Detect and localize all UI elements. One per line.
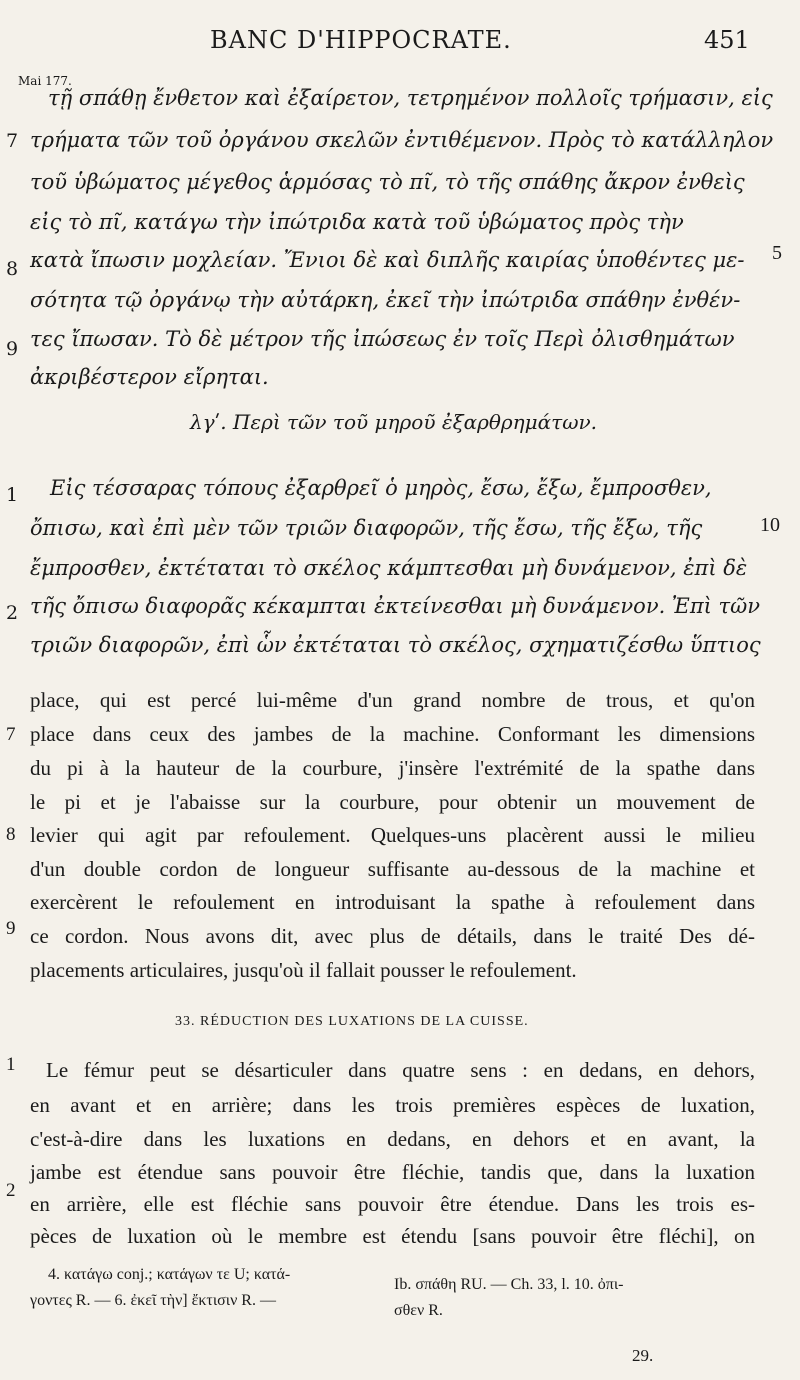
line-number: 2 xyxy=(6,1180,16,1201)
french-line: place dans ceux des jambes de la machine. Conformant les dimensions xyxy=(30,722,755,746)
french-line: c'est-à-dire dans les luxations en dedans, en dehors et en avant, la xyxy=(30,1127,755,1151)
greek-line: ἔμπροσθεν, ἐκτέταται τὸ σκέλος κάμπτεσθαι μὴ δυνάμενον, ἐπὶ δὲ xyxy=(30,556,748,580)
footnote-line: Ib. σπάθη RU. — Ch. 33, l. 10. ὀπι- xyxy=(394,1276,624,1293)
margin-date-note: Mai 177. xyxy=(18,74,72,88)
line-number: 2 xyxy=(6,602,19,624)
french-line: Le fémur peut se désarticuler dans quatre sens : en dedans, en dehors, xyxy=(46,1058,755,1082)
greek-line: Εἰς τέσσαρας τόπους ἐξαρθρεῖ ὁ μηρὸς, ἔσω, ἔξω, ἔμπροσθεν, xyxy=(50,476,712,500)
french-line: exercèrent le refoulement en introduisant la spathe à refoulement dans xyxy=(30,890,755,914)
running-header xyxy=(0,26,800,58)
french-section-heading: 33. RÉDUCTION DES LUXATIONS DE LA CUISSE. xyxy=(175,1014,529,1029)
french-line: place, qui est percé lui-même d'un grand nombre de trous, et qu'on xyxy=(30,688,755,712)
greek-line: σότητα τῷ ὀργάνῳ τὴν αὐτάρκη, ἐκεῖ τὴν ἰπώτριδα σπάθην ἐνθέν- xyxy=(30,288,741,312)
line-count-number: 5 xyxy=(772,242,782,264)
french-line: d'un double cordon de longueur suffisante au-dessous de la machine et xyxy=(30,857,755,881)
greek-line: ὄπισω, καὶ ἐπὶ μὲν τῶν τριῶν διαφορῶν, τῆς ἔσω, τῆς ἔξω, τῆς xyxy=(30,516,703,540)
french-line: ce cordon. Nous avons dit, avec plus de détails, dans le traité Des dé- xyxy=(30,924,755,948)
page-number: 451 xyxy=(704,26,750,54)
french-line: en arrière, elle est fléchie sans pouvoir être étendue. Dans les trois es- xyxy=(30,1192,755,1216)
footnote-line: γοντες R. — 6. ἐκεῖ τὴν] ἔκτισιν R. — xyxy=(30,1292,276,1309)
greek-line: τρήματα τῶν τοῦ ὀργάνου σκελῶν ἐντιθέμενον. Πρὸς τὸ κατάλληλον xyxy=(30,128,774,152)
french-line: du pi à la hauteur de la courbure, j'insère l'extrémité de la spathe dans xyxy=(30,756,755,780)
greek-line: τριῶν διαφορῶν, ἐπὶ ὧν ἐκτέταται τὸ σκέλος, σχηματιζέσθω ὕπτιος xyxy=(30,633,761,657)
footnote-line: σθεν R. xyxy=(394,1302,443,1319)
line-number: 7 xyxy=(6,724,16,745)
greek-line: ἀκριβέστερον εἴρηται. xyxy=(30,365,269,389)
line-number: 1 xyxy=(6,484,19,506)
signature-folio: 29. xyxy=(632,1346,654,1365)
greek-line: τῆς ὄπισω διαφορᾶς κέκαμπται ἐκτείνεσθαι μὴ δυνάμενον. Ἐπὶ τῶν xyxy=(30,594,761,618)
french-line: levier qui agit par refoulement. Quelques-uns placèrent aussi le milieu xyxy=(30,823,755,847)
greek-section-heading: λγʹ. Περὶ τῶν τοῦ μηροῦ ἐξαρθρημάτων. xyxy=(190,410,598,434)
line-number: 9 xyxy=(6,918,16,939)
line-number: 8 xyxy=(6,824,16,845)
line-count-number: 10 xyxy=(760,514,780,536)
greek-line: τες ἴπωσαν. Τὸ δὲ μέτρον τῆς ἰπώσεως ἐν τοῖς Περὶ ὀλισθημάτων xyxy=(30,327,735,351)
running-title: BANC D'HIPPOCRATE. xyxy=(210,26,512,54)
line-number: 7 xyxy=(6,130,19,152)
french-line: en avant et en arrière; dans les trois premières espèces de luxation, xyxy=(30,1093,755,1117)
line-number: 8 xyxy=(6,258,19,280)
footnote-line: 4. κατάγω conj.; κατάγων τε U; κατά- xyxy=(48,1266,291,1283)
french-line: pèces de luxation où le membre est étendu [sans pouvoir être fléchi], on xyxy=(30,1224,755,1248)
french-line: placements articulaires, jusqu'où il fallait pousser le refoulement. xyxy=(30,958,577,982)
greek-line: τοῦ ὑβώματος μέγεθος ἁρμόσας τὸ πῖ, τὸ τῆς σπάθης ἄκρον ἐνθεὶς xyxy=(30,170,745,194)
french-line: jambe est étendue sans pouvoir être fléchie, tandis que, dans la luxation xyxy=(30,1160,755,1184)
greek-line: εἰς τὸ πῖ, κατάγω τὴν ἰπώτριδα κατὰ τοῦ ὑβώματος πρὸς τὴν xyxy=(30,210,684,234)
greek-line: τῇ σπάθῃ ἔνθετον καὶ ἐξαίρετον, τετρημένον πολλοῖς τρήμασιν, εἰς xyxy=(48,86,773,110)
french-line: le pi et je l'abaisse sur la courbure, pour obtenir un mouvement de xyxy=(30,790,755,814)
line-number: 9 xyxy=(6,338,19,360)
line-number: 1 xyxy=(6,1054,16,1075)
greek-line: κατὰ ἴπωσιν μοχλείαν. Ἔνιοι δὲ καὶ διπλῆς καιρίας ὑποθέντες με- xyxy=(30,248,745,272)
